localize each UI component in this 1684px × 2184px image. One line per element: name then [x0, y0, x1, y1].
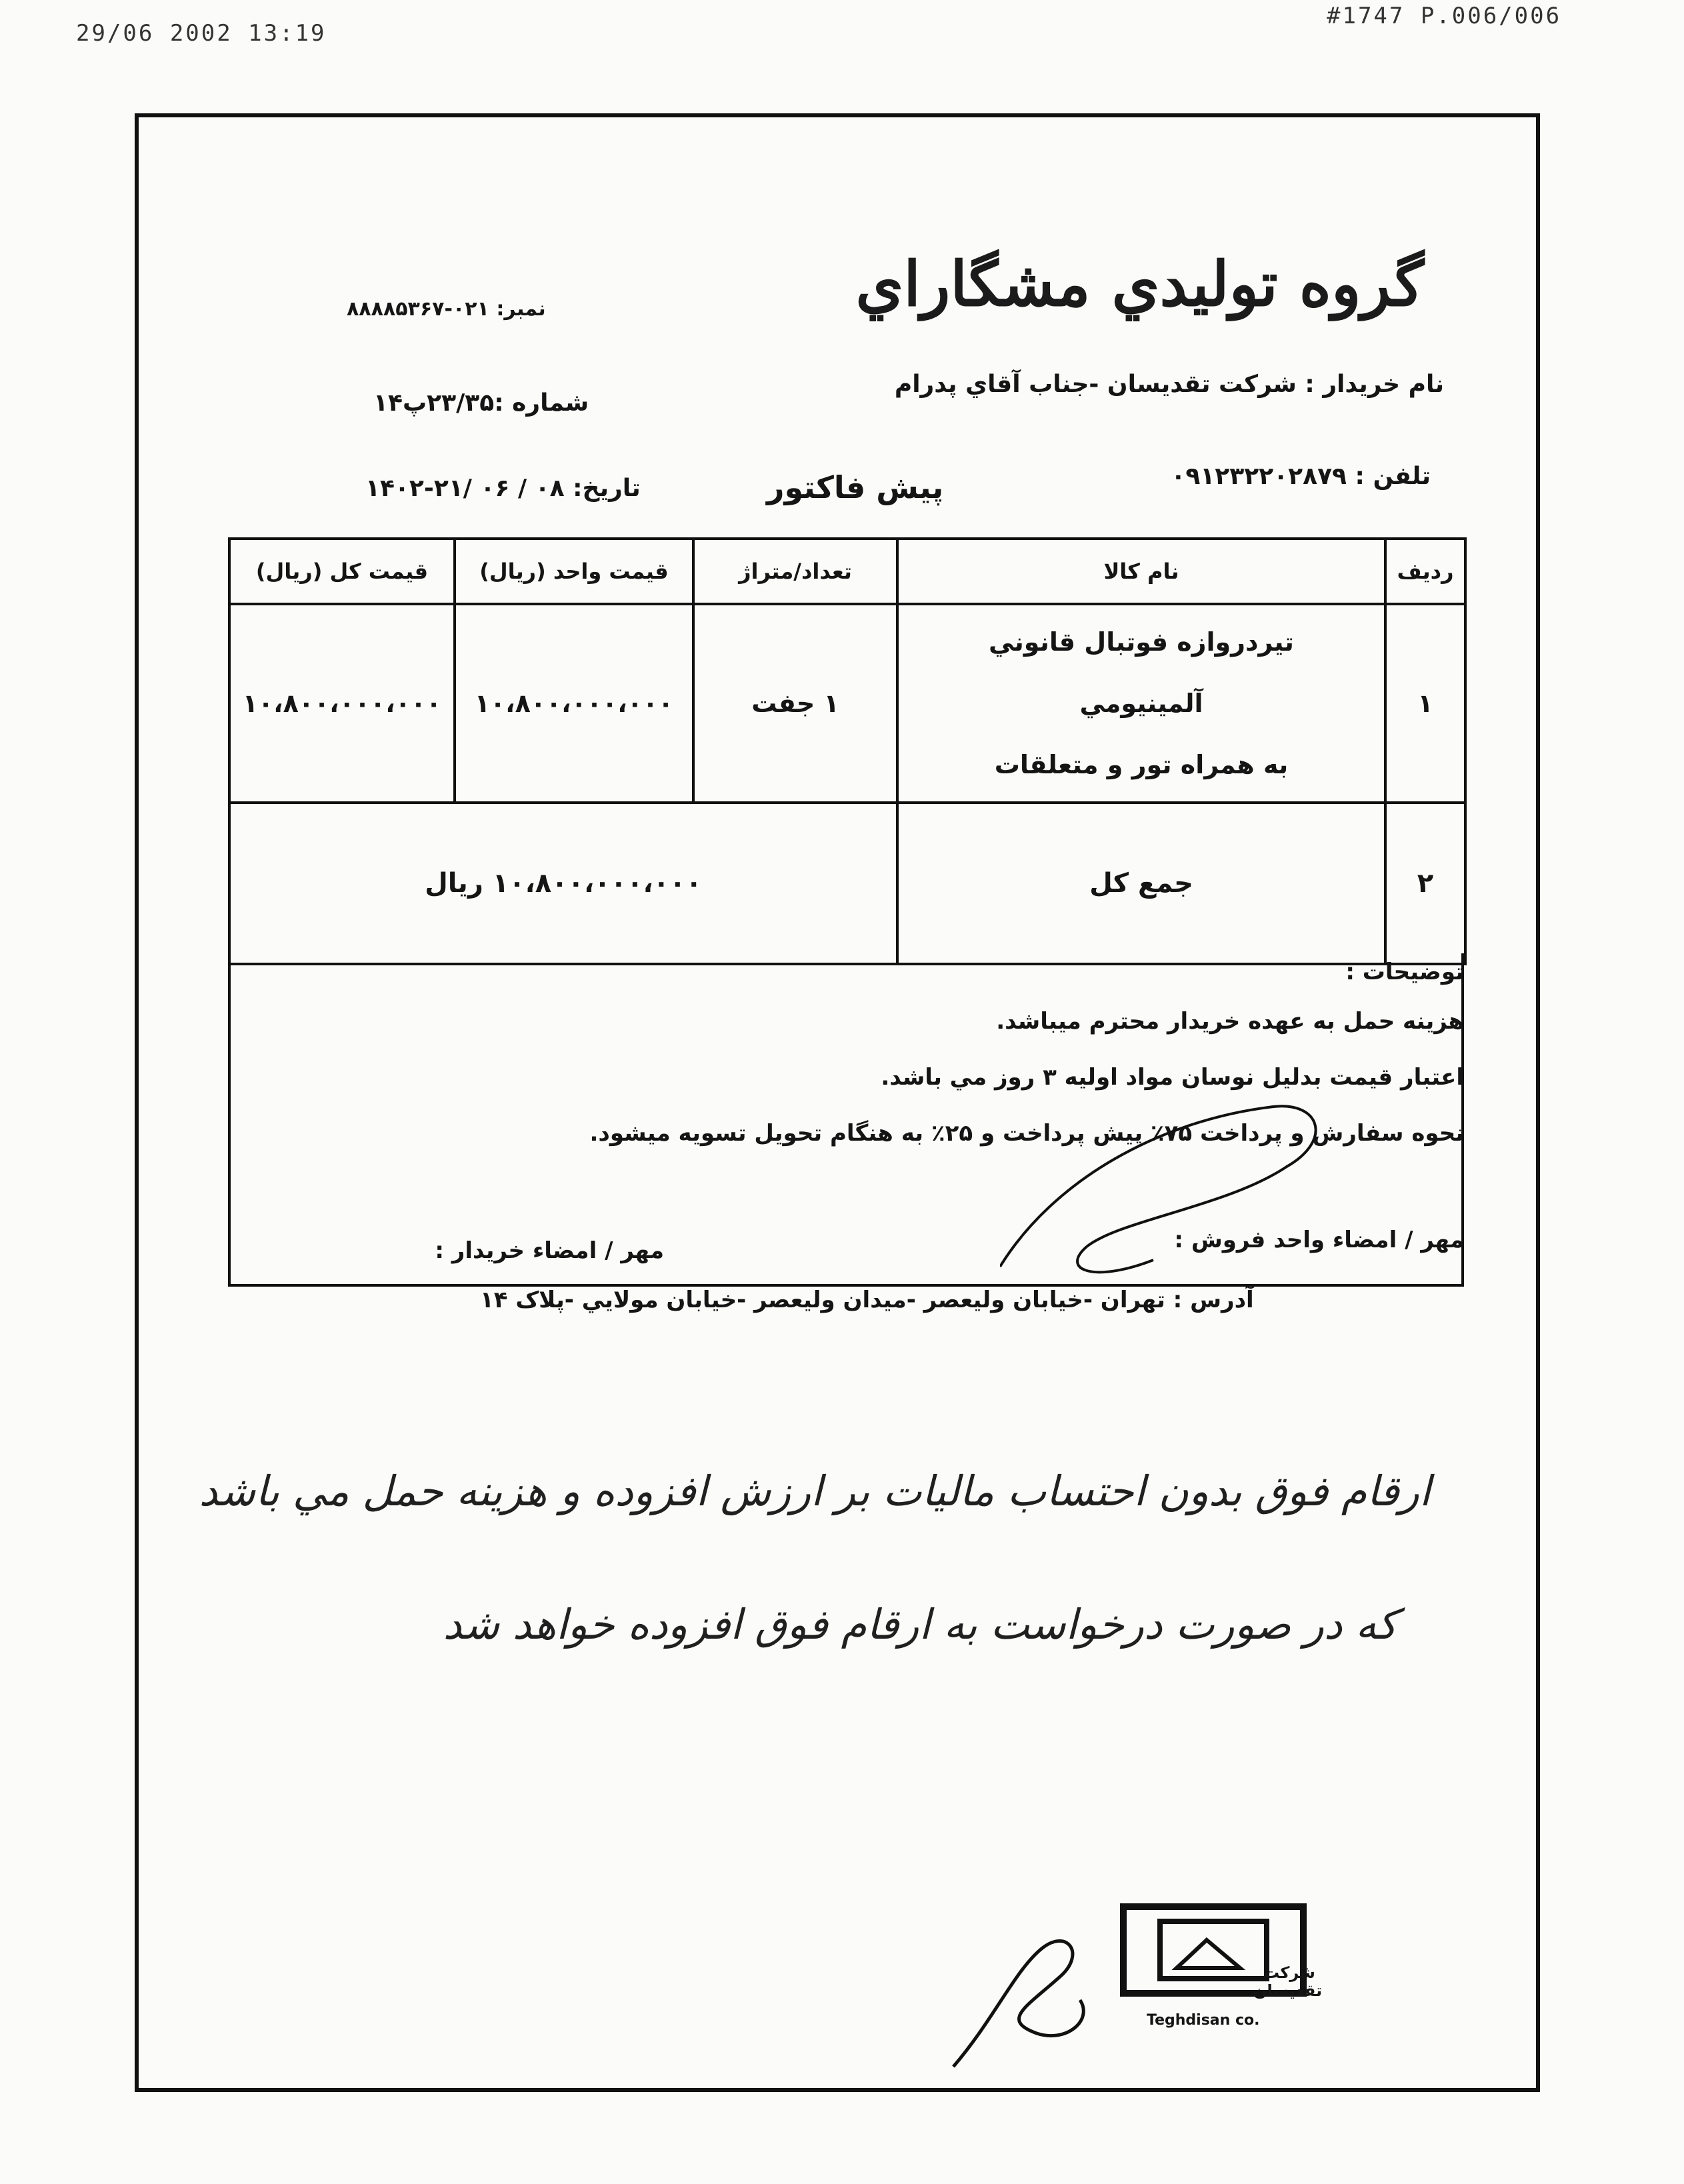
column-header-unit-price: قيمت واحد (ريال)	[455, 539, 693, 604]
stamp-company-name: تقديسان	[1253, 1981, 1323, 2000]
item-unit-price: ۱۰،۸۰۰،۰۰۰،۰۰۰	[455, 604, 693, 803]
company-title: گروه توليدي مشگاراي	[855, 248, 1424, 320]
column-header-quantity: تعداد/متراژ	[693, 539, 897, 604]
handwritten-note-line: که در صورت درخواست به ارقام فوق افزوده خواهد شد	[443, 1600, 1397, 1649]
buyer-phone: تلفن : ۰۹۱۲۳۲۲۰۲۸۷۹	[1171, 463, 1431, 490]
item-description-line: آلمينيومي	[1079, 689, 1203, 718]
items-table	[228, 537, 1467, 965]
total-label: جمع کل	[897, 803, 1385, 964]
note-line: هزينه حمل به عهده خريدار محترم ميباشد.	[996, 1008, 1464, 1035]
note-line: نحوه سفارش و پرداخت ۷۵٪ پيش پرداخت و ۲۵٪ به هنگام تحويل تسويه ميشود.	[589, 1120, 1464, 1147]
seller-signature-label: مهر / امضاء واحد فروش :	[1174, 1227, 1464, 1253]
item-description-line: تيردروازه فوتبال قانوني	[989, 627, 1294, 657]
item-total-price: ۱۰،۸۰۰،۰۰۰،۰۰۰	[229, 604, 455, 803]
column-header-total-price: قيمت کل (ريال)	[229, 539, 455, 604]
item-description	[897, 604, 1385, 803]
column-header-item: نام کالا	[897, 539, 1385, 604]
note-line: اعتبار قيمت بدليل نوسان مواد اوليه ۳ روز مي باشد.	[881, 1064, 1464, 1091]
total-amount: ۱۰،۸۰۰،۰۰۰،۰۰۰ ريال	[229, 803, 897, 964]
fax-page-reference: #1747 P.006/006	[1327, 3, 1562, 29]
notes-title: توضيحات :	[1345, 959, 1464, 985]
table-row	[229, 604, 1465, 803]
invoice-date: تاريخ: ۰۸ / ۰۶ /۲۱-۱۴۰۲	[365, 475, 641, 502]
company-stamp-logo	[1060, 1893, 1353, 2040]
table-header-row	[229, 539, 1465, 604]
stamp-company-label: شرکت	[1263, 1963, 1315, 1982]
stamp-company-latin: Teghdisan co.	[1147, 2012, 1260, 2029]
total-row	[229, 803, 1465, 964]
column-header-index: رديف	[1385, 539, 1465, 604]
handwritten-note-line: ارقام فوق بدون احتساب ماليات بر ارزش افزوده و هزينه حمل مي باشد	[199, 1467, 1431, 1515]
invoice-number: شماره :۲۳/۳۵پ۱۴	[373, 389, 589, 417]
buyer-name: نام خريدار : شرکت تقديسان -جناب آقاي پدرام	[894, 371, 1444, 398]
document-type-title: پيش فاکتور	[767, 469, 944, 505]
item-description-line: به همراه تور و متعلقات	[994, 750, 1289, 779]
company-address: آدرس : تهران -خيابان وليعصر -ميدان وليعصر -خيابان مولايي -پلاک ۱۴	[480, 1287, 1254, 1313]
row-index: ۱	[1385, 604, 1465, 803]
company-fax-number: نمبر: ۰۲۱-۸۸۸۸۵۳۶۷	[347, 297, 546, 321]
total-row-index: ۲	[1385, 803, 1465, 964]
fax-date-time: 29/06 2002 13:19	[76, 20, 327, 47]
buyer-signature-label: مهر / امضاء خريدار :	[435, 1237, 664, 1264]
item-quantity: ۱ جفت	[693, 604, 897, 803]
signature-scribble	[1000, 1093, 1333, 1293]
